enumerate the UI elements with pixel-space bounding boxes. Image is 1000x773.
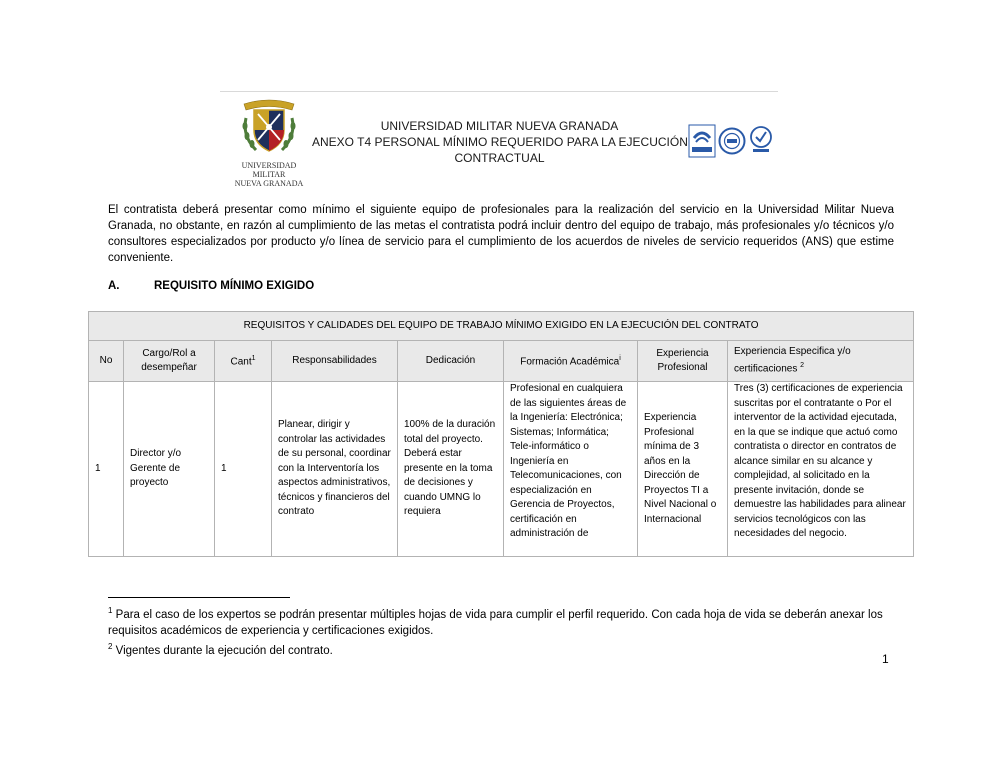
col-header-dedicacion: Dedicación <box>398 341 504 382</box>
title-line-3: CONTRACTUAL <box>454 151 545 165</box>
logo-name-line1: UNIVERSIDAD MILITAR <box>241 161 297 179</box>
requirements-table <box>88 311 914 557</box>
cell-responsabilidades: Planear, dirigir y controlar las actividades de su personal, coordinar con la Interventoría los aspectos administrativos, técnicos y financieros del contrato <box>272 382 398 557</box>
section-heading <box>108 280 314 292</box>
title-line-1: UNIVERSIDAD MILITAR NUEVA GRANADA <box>380 119 619 133</box>
cell-no: 1 <box>89 382 124 557</box>
section-title: REQUISITO MÍNIMO EXIGIDO <box>154 280 315 292</box>
table-caption: REQUISITOS Y CALIDADES DEL EQUIPO DE TRABAJO MÍNIMO EXIGIDO EN LA EJECUCIÓN DEL CONTRATO <box>89 312 914 341</box>
col-header-cargo: Cargo/Rol a desempeñar <box>124 341 215 382</box>
table-caption-row <box>89 312 914 341</box>
footnote-1-text: Para el caso de los expertos se podrán presentar múltiples hojas de vida para cumplir el perfil requerido. Con cada hoja de vida se deberán anexar los requisitos académicos de experiencia y certificaciones exigidos. <box>108 608 883 637</box>
cell-cant: 1 <box>215 382 272 557</box>
cell-especifica: Tres (3) certificaciones de experiencia suscritas por el contratante o Por el interventor de la actividad ejecutada, en la que se indique que actuó como contratista o director en contratos de alcance similar en su alcance y complejidad, al solicitado en la presente invitación, donde se demuestre las habilidades para alinear servicios tecnológicos con las necesidades del negocio. <box>728 382 914 557</box>
footnotes <box>108 603 894 659</box>
footnote-2-text: Vigentes durante la ejecución del contrato. <box>112 644 333 657</box>
document-title <box>312 118 687 166</box>
logo-name <box>228 161 310 188</box>
university-logo <box>228 96 310 188</box>
university-crest-icon <box>238 96 300 158</box>
page-number: 1 <box>882 652 889 666</box>
cell-formacion: Profesional en cualquiera de las siguientes áreas de la Ingeniería: Electrónica; Sistemas; Informática; Tele-informático o Ingeniería en Telecomunicaciones, con especialización en Gerencia de Proyectos, certificación en administración de <box>504 382 638 557</box>
table-row <box>89 382 914 557</box>
cell-dedicacion: 100% de la duración total del proyecto. Deberá estar presente en la toma de decisiones y cuando UMNG lo requiera <box>398 382 504 557</box>
certification-logos <box>688 124 776 160</box>
footnote-ref-2: 2 <box>800 362 805 370</box>
section-letter: A. <box>108 280 120 292</box>
seal-certification-icon <box>718 127 746 155</box>
col-header-especifica <box>728 341 914 382</box>
footnote-1-mark: 1 <box>108 606 113 615</box>
col-header-especifica-label: Experiencia Especifica y/o certificaciones <box>734 345 851 375</box>
col-header-formacion <box>504 341 638 382</box>
cell-cargo: Director y/o Gerente de proyecto <box>124 382 215 557</box>
col-header-formacion-label: Formación Académica <box>520 356 620 368</box>
footnote-divider <box>108 597 290 598</box>
col-header-cant <box>215 341 272 382</box>
col-header-cant-label: Cant <box>230 356 252 368</box>
footnote-ref-i: i <box>619 355 621 363</box>
footnote-1 <box>108 603 894 639</box>
accreditation-icon <box>748 125 774 155</box>
cell-experiencia: Experiencia Profesional mínima de 3 años en la Dirección de Proyectos TI a Nivel Nacional o Internacional <box>638 382 728 557</box>
logo-name-line2: NUEVA GRANADA <box>234 179 304 188</box>
iso-certification-icon <box>688 124 716 158</box>
col-header-no: No <box>89 341 124 382</box>
document-header <box>220 91 778 190</box>
footnote-2-mark: 2 <box>108 641 113 651</box>
table-header-row <box>89 341 914 382</box>
col-header-experiencia: Experiencia Profesional <box>638 341 728 382</box>
title-line-2: ANEXO T4 PERSONAL MÍNIMO REQUERIDO PARA LA EJECUCIÓN <box>312 135 688 149</box>
intro-paragraph: El contratista deberá presentar como mínimo el siguiente equipo de profesionales para la realización del servicio en la Universidad Militar Nueva Granada, no obstante, en razón al cumplimiento de las metas el contratista podrá incluir dentro del equipo de trabajo, más profesionales y/o técnicos y/o consultores especializados por producto y/o línea de servicio para el cumplimiento de los acuerdos de niveles de servicio requeridos (ANS) que estime conveniente. <box>108 204 894 264</box>
col-header-responsabilidades: Responsabilidades <box>272 341 398 382</box>
footnote-ref-1: 1 <box>251 355 256 363</box>
footnote-2 <box>108 639 894 659</box>
